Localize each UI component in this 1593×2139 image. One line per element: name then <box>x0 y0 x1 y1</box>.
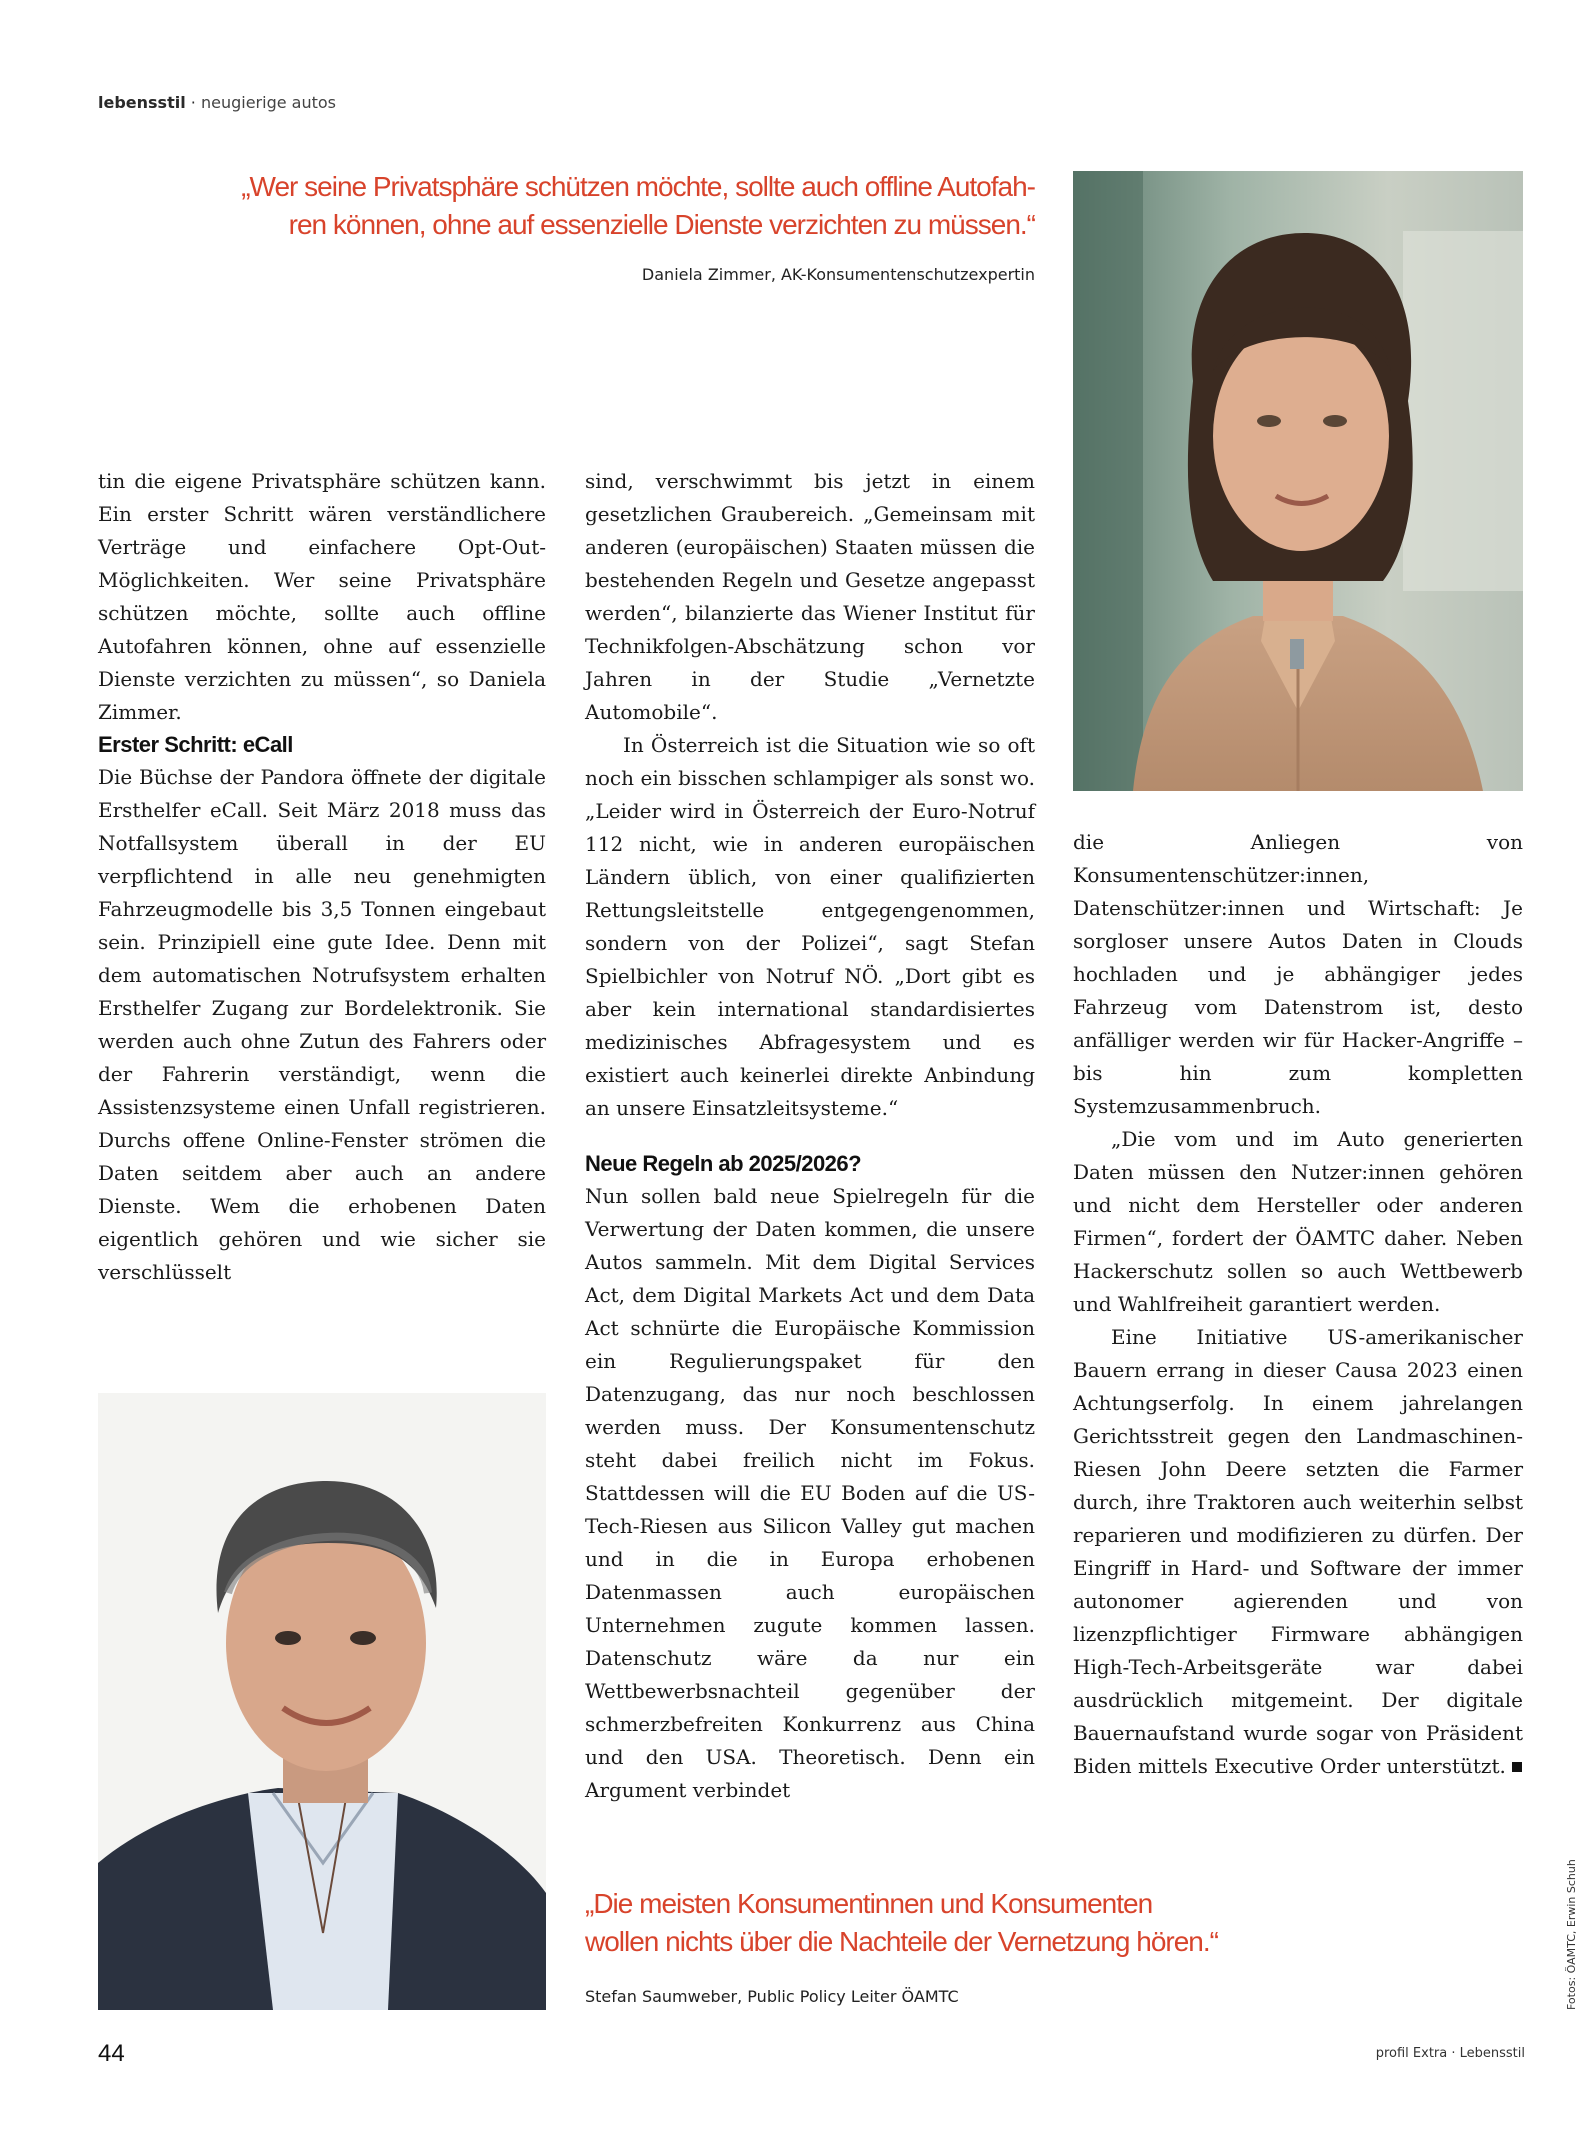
portrait-stefan-saumweber <box>98 1393 546 2010</box>
article-paragraph: Die Büchse der Pandora öffnete der digitale Ersthelfer eCall. Seit März 2018 muss das Notfallsystem überall in der EU verpflichtend in alle neu genehmigten Fahrzeugmodelle bis 3,5 Tonnen eingebaut sein. Prinzipiell eine gute Idee. Denn mit dem automatischen Notrufsystem erhalten Ersthelfer Zugang zur Bordelektronik. Sie werden auch ohne Zutun des Fahrers oder der Fahrerin verständigt, wenn die Assistenzsysteme einen Unfall registrieren. Durchs offene Online-Fenster strömen die Daten seitdem aber auch an andere Dienste. Wem die erhobenen Daten eigentlich gehören und wie sicher sie verschlüsselt <box>98 765 546 1284</box>
article-paragraph: Nun sollen bald neue Spielregeln für die Verwertung der Daten kommen, die unsere Autos sammeln. Mit dem Digital Services Act, dem Digital Markets Act und dem Data Act schnürte die Europäische Kommission ein Regulierungspaket für den Datenzugang, das nur noch beschlossen werden muss. Der Konsumentenschutz steht dabei freilich nicht im Fokus. Stattdessen will die EU Boden auf die US-Tech-Riesen aus Silicon Valley gut machen und in die in Europa erhobenen Datenmassen auch europäischen Unternehmen zugute kommen lassen. Datenschutz wäre da nur ein Wettbewerbsnachteil gegenüber der schmerzbefreiten Konkurrenz aus China und den USA. Theoretisch. Denn ein Argument verbindet <box>585 1184 1035 1802</box>
pull-quote-line: ren können, ohne auf essenzielle Dienste verzichten zu müssen.“ <box>288 209 1035 240</box>
article-paragraph: die Anliegen von Konsumentenschützer:innen, Datenschützer:innen und Wirtschaft: Je sorgloser unsere Autos Daten in Clouds hochladen und je abhängiger jedes Fahrzeug vom Datenstrom ist, desto anfälliger werden wir für Hacker-Angriffe – bis hin zum kompletten Systemzusammenbruch. <box>1073 830 1523 1118</box>
pull-quote-bottom <box>585 1885 1365 1961</box>
article-paragraph-text: Eine Initiative US-amerikanischer Bauern errang in dieser Causa 2023 einen Achtungserfolg. In einem jahrelangen Gerichtsstreit gegen den Landmaschinen-Riesen John Deere setzten die Farmer durch, ihre Traktoren auch weiterhin selbst reparieren und modifizieren zu dürfen. Der Eingriff in Hard- und Software der immer autonomer agierenden und von lizenzpflichtiger Firmware abhängigen High-Tech-Arbeitsgeräte war dabei ausdrücklich mitgemeint. Der digitale Bauernaufstand wurde sogar von Präsident Biden mittels Executive Order unterstützt. <box>1073 1325 1523 1778</box>
article-column-2 <box>585 465 1035 1807</box>
subheading-ecall: Erster Schritt: eCall <box>98 732 293 757</box>
article-paragraph: tin die eigene Privatsphäre schützen kann. Ein erster Schritt wären verständlichere Verträge und einfachere Opt-Out-Möglichkeiten. Wer seine Privatsphäre schützen möchte, sollte auch offline Autofahren können, ohne auf essenzielle Dienste verzichten zu müssen“, so Daniela Zimmer. <box>98 469 546 724</box>
pull-quote-top-attribution: Daniela Zimmer, AK-Konsumentenschutzexpertin <box>641 265 1035 284</box>
photo-credit: Fotos: ÖAMTC, Erwin Schuh <box>1565 1859 1578 2010</box>
pull-quote-line: „Die meisten Konsumentinnen und Konsumenten <box>585 1888 1153 1919</box>
article-column-1-intro <box>98 465 546 729</box>
footer-publication: profil Extra · Lebensstil <box>1375 2046 1525 2061</box>
subsection-label: neugierige autos <box>200 93 336 112</box>
pull-quote-top <box>150 168 1035 244</box>
article-paragraph: sind, verschwimmt bis jetzt in einem gesetzlichen Graubereich. „Gemeinsam mit anderen (europäischen) Staaten müssen die bestehenden Regeln und Gesetze angepasst werden“, bilanzierte das Wiener Institut für Technikfolgen-Abschätzung schon vor Jahren in der Studie „Vernetzte Automobile“. <box>585 469 1035 724</box>
article-column-3 <box>1073 826 1523 1783</box>
article-column-1 <box>98 728 546 1289</box>
article-paragraph-final <box>1073 1321 1523 1783</box>
end-of-article-mark <box>1512 1762 1522 1772</box>
section-label: lebensstil <box>98 93 186 112</box>
article-paragraph: „Die vom und im Auto generierten Daten müssen den Nutzer:innen gehören und nicht dem Hersteller oder anderen Firmen“, fordert der ÖAMTC daher. Neben Hackerschutz sollen so auch Wettbewerb und Wahlfreiheit garantiert werden. <box>1073 1127 1523 1316</box>
page-number: 44 <box>98 2040 125 2067</box>
pull-quote-bottom-attribution: Stefan Saumweber, Public Policy Leiter ÖAMTC <box>585 1987 959 2006</box>
subheading-new-rules: Neue Regeln ab 2025/2026? <box>585 1151 862 1176</box>
pull-quote-line: wollen nichts über die Nachteile der Vernetzung hören.“ <box>585 1926 1218 1957</box>
pull-quote-line: „Wer seine Privatsphäre schützen möchte, sollte auch offline Autofah- <box>241 171 1035 202</box>
running-head <box>98 93 336 112</box>
header-separator: · <box>185 93 201 112</box>
article-paragraph: In Österreich ist die Situation wie so oft noch ein bisschen schlampiger als sonst wo. „Leider wird in Österreich der Euro-Notruf 112 nicht, wie in anderen europäischen Ländern üblich, von einer qualifizierten Rettungsleitstelle entgegengenommen, sondern von der Polizei“, sagt Stefan Spielbichler von Notruf NÖ. „Dort gibt es aber kein international standardisiertes medizinisches Abfragesystem und es existiert auch keinerlei direkte Anbindung an unsere Einsatzleitsysteme.“ <box>585 733 1035 1120</box>
portrait-daniela-zimmer <box>1073 171 1523 791</box>
